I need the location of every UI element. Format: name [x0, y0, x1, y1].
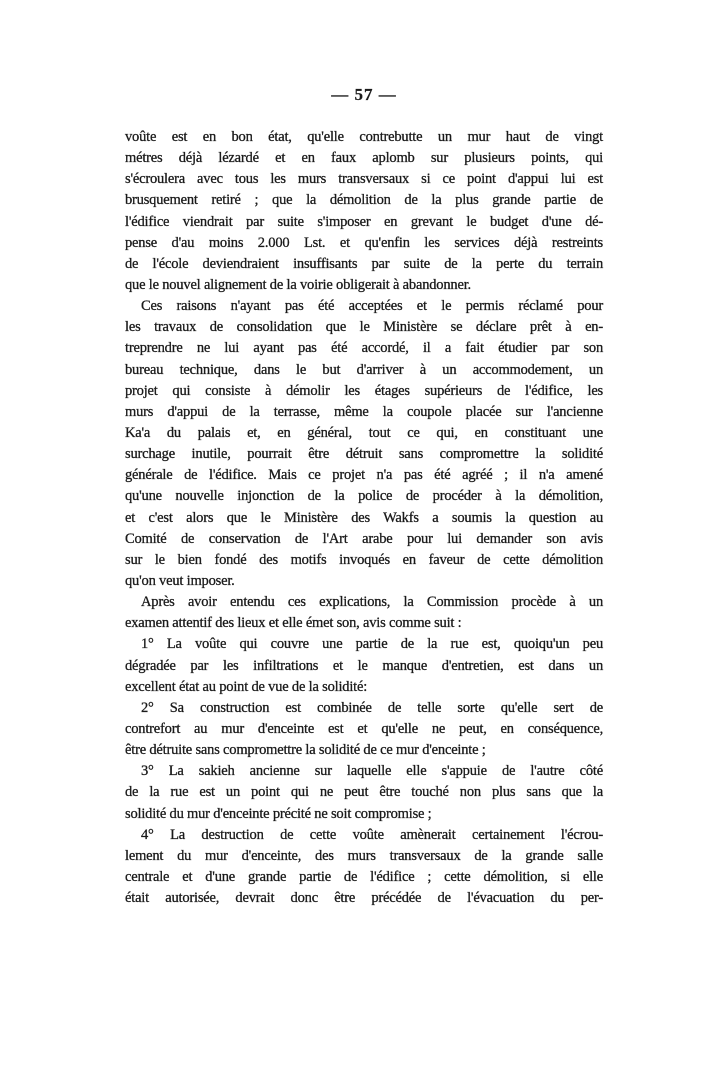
text-line: pense d'au moins 2.000 Lst. et qu'enfin les services déjà restreints: [125, 234, 603, 251]
text-line: être détruite sans compromettre la solidité de ce mur d'enceinte ;: [125, 742, 486, 759]
text-line: examen attentif des lieux et elle émet son, avis comme suit :: [125, 615, 462, 632]
text-line: 1° La voûte qui couvre une partie de la rue est, quoiqu'un peu: [141, 636, 603, 653]
text-line: de l'école deviendraient insuffisants par suite de la perte du terrain: [125, 255, 603, 272]
text-line: était autorisée, devrait donc être précédée de l'évacuation du per-: [125, 890, 603, 907]
paragraph: [125, 592, 603, 634]
text-line: que le nouvel alignement de la voirie obligerait à abandonner.: [125, 276, 471, 293]
text-block: [125, 127, 603, 909]
text-line: lement du mur d'enceinte, des murs transversaux de la grande salle: [125, 847, 603, 864]
paragraph: [125, 127, 603, 296]
text-line: dégradée par les infiltrations et le manque d'entretien, est dans un: [125, 657, 603, 674]
paragraph: [125, 634, 603, 697]
text-line: Comité de conservation de l'Art arabe pour lui demander son avis: [125, 530, 603, 547]
text-line: Ka'a du palais et, en général, tout ce qui, en constituant une: [125, 424, 603, 441]
text-line: qu'une nouvelle injonction de la police de procéder à la démolition,: [125, 488, 603, 505]
text-line: 3° La sakieh ancienne sur laquelle elle s'appuie de l'autre côté: [141, 763, 603, 780]
text-line: murs d'appui de la terrasse, même la coupole placée sur l'ancienne: [125, 403, 603, 420]
text-line: et c'est alors que le Ministère des Wakfs a soumis la question au: [125, 509, 603, 526]
text-line: bureau technique, dans le but d'arriver à un accommodement, un: [125, 361, 603, 378]
text-line: surchage inutile, pourrait être détruit sans compromettre la solidité: [125, 446, 603, 463]
text-line: l'édifice viendrait par suite s'imposer en grevant le budget d'une dé-: [125, 213, 603, 230]
text-line: qu'on veut imposer.: [125, 572, 235, 589]
page-number: — 57 —: [331, 85, 397, 104]
text-line: excellent état au point de vue de la solidité:: [125, 678, 368, 695]
text-line: voûte est en bon état, qu'elle contrebutte un mur haut de vingt: [125, 129, 603, 145]
text-line: treprendre ne lui ayant pas été accordé, il a fait étudier par son: [125, 340, 603, 357]
text-line: générale de l'édifice. Mais ce projet n'a pas été agréé ; il n'a amené: [125, 467, 603, 484]
paragraph: [125, 825, 603, 910]
paragraph: [125, 698, 603, 761]
text-line: projet qui consiste à démolir les étages supérieurs de l'édifice, les: [125, 382, 603, 399]
text-line: de la rue est un point qui ne peut être touché non plus sans que la: [125, 784, 603, 801]
text-line: métres déjà lézardé et en faux aplomb sur plusieurs points, qui: [125, 150, 603, 167]
text-line: s'écroulera avec tous les murs transversaux si ce point d'appui lui est: [125, 171, 603, 188]
text-line: 4° La destruction de cette voûte amènerait certainement l'écrou-: [141, 826, 603, 843]
text-line: sur le bien fondé des motifs invoqués en faveur de cette démolition: [125, 551, 603, 568]
text-line: contrefort au mur d'enceinte est et qu'elle ne peut, en conséquence,: [125, 720, 603, 737]
text-line: Ces raisons n'ayant pas été acceptées et le permis réclamé pour: [141, 298, 603, 315]
text-line: Après avoir entendu ces explications, la Commission procède à un: [141, 594, 603, 611]
text-line: brusquement retiré ; que la démolition de la plus grande partie de: [125, 192, 603, 209]
paragraph: [125, 761, 603, 824]
text-line: les travaux de consolidation que le Ministère se déclare prêt à en-: [125, 319, 603, 336]
text-line: centrale et d'une grande partie de l'édifice ; cette démolition, si elle: [125, 868, 603, 885]
paragraph: [125, 296, 603, 592]
text-line: solidité du mur d'enceinte précité ne soit compromise ;: [125, 805, 432, 822]
text-line: 2° Sa construction est combinée de telle sorte qu'elle sert de: [141, 699, 603, 716]
